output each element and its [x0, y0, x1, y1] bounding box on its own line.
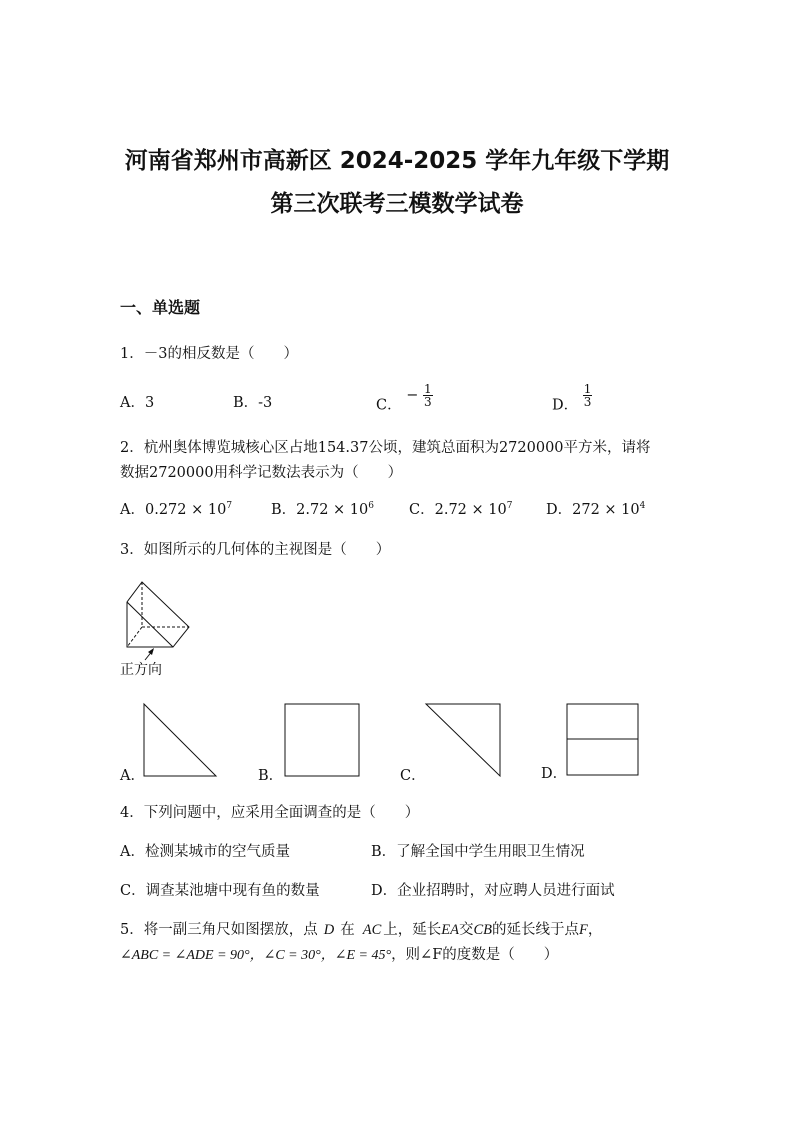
- stem-text: 的延长线于点: [492, 922, 579, 938]
- question-3-stem: 3．如图所示的几何体的主视图是（ ）: [120, 542, 391, 558]
- option-base: 0.272 × 10: [144, 502, 227, 518]
- question-2-stem-line1: 2．杭州奥体博览城核心区占地154.37公顷，建筑总面积为2720000平方米，请将: [120, 440, 651, 456]
- option-base: 272 × 10: [572, 502, 640, 518]
- question-4-option-b: B．了解全国中学生用眼卫生情况: [371, 844, 585, 860]
- fraction-numerator: 1: [423, 382, 432, 396]
- option-base: 2.72 × 10: [434, 502, 507, 518]
- fraction-denominator: 3: [583, 395, 592, 409]
- option-label: A．: [120, 502, 145, 518]
- prism-hidden-back: [127, 627, 142, 647]
- front-direction-caption: 正方向: [120, 662, 162, 678]
- prism-figure: [118, 578, 198, 648]
- stem-text: 交: [458, 922, 474, 938]
- exam-title-line2: 第三次联考三模数学试卷: [270, 191, 524, 217]
- question-1-option-c: [376, 383, 433, 415]
- fraction-denominator: 3: [423, 395, 432, 409]
- stem-text: 5．将一副三角尺如图摆放，点: [120, 922, 318, 938]
- option-c-fraction: [423, 383, 433, 408]
- question-4-option-c: C．调查某池塘中现有鱼的数量: [120, 883, 320, 899]
- option-exponent: 4: [639, 501, 646, 511]
- question-4-option-d: D．企业招聘时，对应聘人员进行面试: [371, 883, 615, 899]
- prism-outline: [127, 582, 189, 647]
- option-d-fraction: [583, 383, 593, 408]
- fraction-numerator: 1: [583, 382, 592, 396]
- stem-text: 上，延长: [383, 922, 442, 938]
- option-c-label: C．: [376, 397, 402, 414]
- question-3-option-a-label: A．: [120, 768, 145, 784]
- stem-text: ，: [587, 922, 603, 938]
- option-base: 2.72 × 10: [296, 502, 369, 518]
- option-d-split-rectangle-figure: [566, 703, 640, 777]
- question-5-stem-line2: [120, 943, 558, 964]
- option-b-square-figure: [283, 702, 361, 778]
- question-1-option-d: [552, 383, 592, 415]
- question-3-option-b-label: B．: [258, 768, 284, 784]
- question-2-option-c: [409, 498, 512, 519]
- section-heading: 一、单选题: [120, 298, 201, 317]
- question-4-option-a: A．检测某城市的空气质量: [120, 844, 290, 860]
- question-5-stem-line1: [120, 918, 602, 939]
- question-1-option-b: B．-3: [233, 395, 273, 411]
- segment-ea-label: EA: [441, 922, 459, 938]
- option-label: B．: [271, 502, 297, 518]
- question-2-option-b: [271, 498, 374, 519]
- question-1-stem: 1．－3的相反数是（ ）: [120, 346, 298, 362]
- stem-text: ，则∠F的度数是（ ）: [391, 947, 559, 963]
- option-label: C．: [409, 502, 435, 518]
- segment-ac-label: AC: [362, 922, 382, 938]
- option-exponent: 6: [368, 501, 374, 511]
- question-4-stem: 4．下列问题中，应采用全面调查的是（ ）: [120, 805, 420, 821]
- question-3-option-c-label: C．: [400, 768, 426, 784]
- point-f-label: F: [579, 922, 588, 938]
- question-2-stem-line2: 数据2720000用科学记数法表示为（ ）: [120, 465, 403, 481]
- exam-title-line1: 河南省郑州市高新区 2024-2025 学年九年级下学期: [124, 148, 670, 174]
- option-c-minus: −: [406, 387, 419, 404]
- option-c-triangle-figure: [424, 702, 504, 778]
- prism-diagonal-edge: [127, 602, 173, 647]
- stem-text: 在: [340, 922, 355, 938]
- option-a-triangle-figure: [140, 702, 220, 778]
- segment-cb-label: CB: [473, 922, 492, 938]
- question-3-option-d-label: D．: [541, 766, 568, 782]
- option-label: D．: [546, 502, 573, 518]
- option-d-label: D．: [552, 397, 579, 414]
- question-2-option-a: [120, 498, 232, 519]
- question-2-option-d: [546, 498, 645, 519]
- angle-conditions: ∠ABC = ∠ADE = 90°，∠C = 30°，∠E = 45°: [120, 948, 392, 963]
- option-exponent: 7: [226, 501, 233, 511]
- question-1-option-a: A．3: [120, 395, 155, 411]
- option-exponent: 7: [506, 501, 513, 511]
- point-d-label: D: [323, 922, 335, 938]
